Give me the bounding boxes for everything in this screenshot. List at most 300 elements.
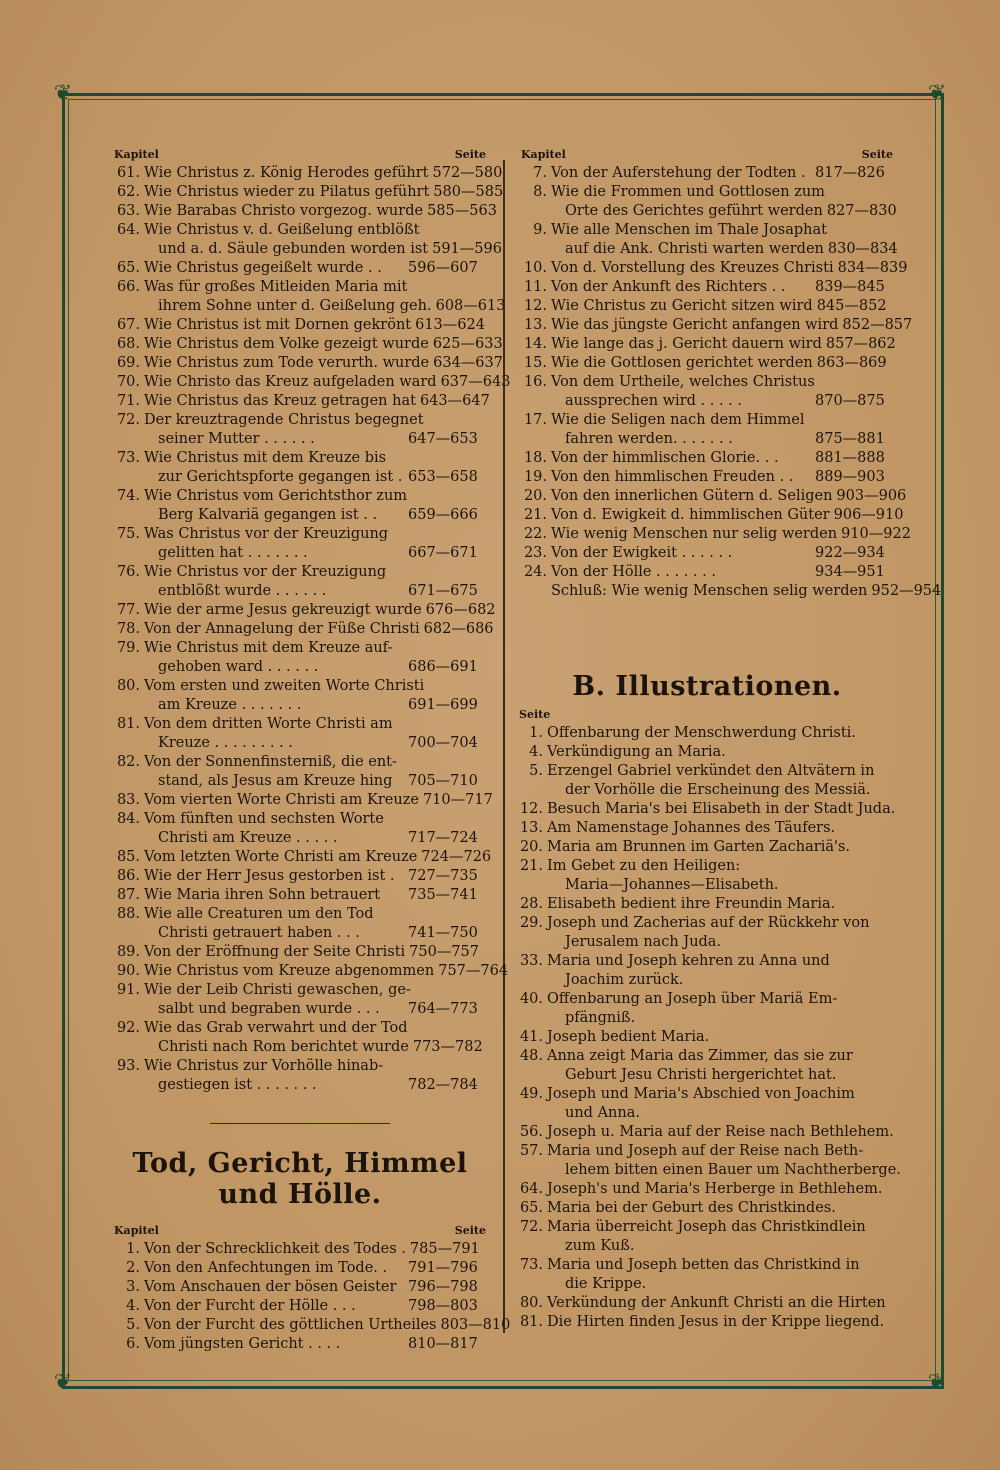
entry-number: 18. <box>523 450 547 466</box>
entry-number: 71. <box>116 393 140 409</box>
entry-body <box>144 1057 494 1095</box>
entry-body <box>551 544 901 563</box>
entry-number: 64. <box>519 1181 543 1197</box>
entry-body <box>551 297 901 316</box>
entry-line <box>144 221 494 240</box>
entry-pages: 796—798 <box>408 1279 478 1295</box>
entry-line <box>144 164 503 183</box>
entry-pages: 724—726 <box>421 849 492 865</box>
entry-body <box>144 981 494 1019</box>
entry-number: 69. <box>116 355 140 371</box>
entry-body <box>144 392 494 411</box>
entry-title: Von den innerlichen Gütern d. Seligen <box>551 488 833 504</box>
list-item <box>106 677 494 715</box>
entry-number: 77. <box>116 602 140 618</box>
entry-number: 75. <box>116 526 140 542</box>
entry-title: Von der Furcht der Hölle . . . <box>144 1298 356 1314</box>
entry-number: 64. <box>116 222 140 238</box>
entry-title: zum Kuß. <box>565 1238 635 1254</box>
column-header <box>106 148 494 164</box>
entry-title: zur Gerichtspforte gegangen ist . <box>158 469 403 485</box>
entry-line <box>551 468 901 487</box>
entry-number: 76. <box>116 564 140 580</box>
entry-number: 73. <box>519 1257 543 1273</box>
entry-body <box>547 1218 901 1256</box>
entry-line <box>144 1259 494 1278</box>
entry-pages: 643—647 <box>419 393 490 409</box>
entry-title: salbt und begraben wurde . . . <box>158 1001 380 1017</box>
entry-line <box>144 259 494 278</box>
entry-line <box>144 183 504 202</box>
entry-line <box>144 278 494 297</box>
list-item <box>513 221 901 259</box>
entry-body <box>144 373 511 392</box>
entry-line <box>144 620 494 639</box>
right-column <box>513 148 942 1332</box>
entry-title: aussprechen wird . . . . . <box>565 393 743 409</box>
entry-number: 84. <box>116 811 140 827</box>
entry-number: 4. <box>126 1298 140 1314</box>
list-item <box>106 601 494 620</box>
entry-body <box>144 886 494 905</box>
column-header <box>513 148 901 164</box>
entry-title: Wie Christus mit dem Kreuze auf- <box>144 640 393 656</box>
entry-title: Wie Christus gegeißelt wurde . . <box>144 260 382 276</box>
entry-line <box>144 354 503 373</box>
entry-number: 93. <box>116 1058 140 1074</box>
entry-line <box>551 202 901 221</box>
entry-number: 20. <box>523 488 547 504</box>
entry-body <box>547 857 901 895</box>
list-item <box>513 278 901 297</box>
entry-title: Schluß: Wie wenig Menschen selig werden <box>551 583 868 599</box>
entry-number: 87. <box>116 887 140 903</box>
entry-number: 29. <box>519 915 543 931</box>
entry-title: Orte des Gerichtes geführt werden <box>565 203 823 219</box>
entry-body <box>547 724 901 743</box>
entry-line <box>551 392 901 411</box>
list-item <box>513 1180 901 1199</box>
section-title: Tod, Gericht, Himmel und Hölle. <box>132 1148 468 1210</box>
entry-pages: 596—607 <box>408 260 478 276</box>
entry-number: 16. <box>523 374 547 390</box>
entry-line <box>551 373 901 392</box>
entry-body <box>551 278 901 297</box>
entry-title: Wie Christus wieder zu Pilatus geführt <box>144 184 430 200</box>
entry-title: Joachim zurück. <box>565 972 684 988</box>
list-item <box>106 392 494 411</box>
entry-title: und Anna. <box>565 1105 640 1121</box>
entry-title: Von den Anfechtungen im Tode. . <box>144 1260 388 1276</box>
entry-line <box>144 316 494 335</box>
list-item <box>106 278 506 316</box>
entry-title: Kreuze . . . . . . . . . <box>158 735 293 751</box>
list-item <box>513 762 901 800</box>
entry-body <box>144 221 502 259</box>
entry-number: 63. <box>116 203 140 219</box>
entry-pages: 903—906 <box>836 488 907 504</box>
entry-line <box>144 1316 511 1335</box>
entry-title: Verkündung der Ankunft Christi an die Hirten <box>547 1295 886 1311</box>
entry-title: Offenbarung an Joseph über Mariä Em- <box>547 991 838 1007</box>
entry-number: 8. <box>533 184 547 200</box>
entry-pages <box>404 563 494 582</box>
entry-line <box>144 335 503 354</box>
entry-line <box>551 316 913 335</box>
entry-number: 86. <box>116 868 140 884</box>
entry-title: Wie die Frommen und Gottlosen zum <box>551 184 825 200</box>
list-item <box>106 487 494 525</box>
entry-title: lehem bitten einen Bauer um Nachtherberge. <box>565 1162 901 1178</box>
entry-title: Verkündigung an Maria. <box>547 744 726 760</box>
entry-number: 48. <box>519 1048 543 1064</box>
entry-number: 4. <box>529 744 543 760</box>
list-item <box>106 1240 494 1259</box>
entry-title: Von der himmlischen Glorie. . . <box>551 450 779 466</box>
entry-title: Wie Christus das Kreuz getragen hat <box>144 393 416 409</box>
entry-line <box>551 278 901 297</box>
entry-number: 74. <box>116 488 140 504</box>
entry-title: Vom Anschauen der bösen Geister <box>144 1279 397 1295</box>
entry-body <box>547 914 901 952</box>
list-item <box>106 259 494 278</box>
page-header: Seite <box>454 148 486 161</box>
entry-number: 33. <box>519 953 543 969</box>
entry-body <box>144 1240 494 1259</box>
entry-body <box>547 1199 901 1218</box>
entry-line <box>144 962 509 981</box>
entry-body <box>144 639 494 677</box>
entry-body <box>551 506 904 525</box>
entry-number: 88. <box>116 906 140 922</box>
entry-pages: 585—563 <box>427 203 497 219</box>
entry-title: gelitten hat . . . . . . . <box>158 545 308 561</box>
list-item <box>513 582 942 601</box>
list-item <box>513 487 907 506</box>
entry-number: 90. <box>116 963 140 979</box>
entry-pages: 785—791 <box>409 1241 480 1257</box>
entry-number: 81. <box>519 1314 543 1330</box>
entry-title: Von der Eröffnung der Seite Christi <box>144 944 406 960</box>
entry-body <box>144 715 494 753</box>
entry-body <box>551 183 901 221</box>
entry-pages <box>827 221 917 240</box>
corner-ornament-icon: ❦ <box>53 1370 73 1395</box>
entry-pages: 727—735 <box>408 868 478 884</box>
entry-body <box>144 316 494 335</box>
entry-line <box>551 487 907 506</box>
entry-line <box>551 335 901 354</box>
list-item <box>513 1256 901 1294</box>
entry-number: 1. <box>529 725 543 741</box>
list-item <box>106 962 509 981</box>
entry-line <box>547 1294 901 1313</box>
entry-body <box>551 354 901 373</box>
entry-pages: 791—796 <box>408 1260 478 1276</box>
entry-title: Was für großes Mitleiden Maria mit <box>144 279 408 295</box>
entry-line <box>547 971 901 990</box>
entry-number <box>513 582 551 601</box>
toc-list <box>106 1240 511 1354</box>
entry-line <box>551 506 904 525</box>
entry-title: Wie Maria ihren Sohn betrauert <box>144 887 381 903</box>
entry-line <box>144 563 494 582</box>
entry-number: 65. <box>116 260 140 276</box>
list-item <box>106 791 494 810</box>
entry-pages <box>825 183 915 202</box>
entry-pages <box>811 411 901 430</box>
entry-pages: 671—675 <box>408 583 478 599</box>
entry-number: 11. <box>523 279 547 295</box>
entry-number: 81. <box>116 716 140 732</box>
list-item <box>106 715 494 753</box>
entry-line <box>144 715 494 734</box>
entry-line <box>144 1019 494 1038</box>
entry-title: Wie Christus mit dem Kreuze bis <box>144 450 387 466</box>
entry-body <box>547 1123 901 1142</box>
list-item <box>513 354 901 373</box>
entry-line <box>144 430 494 449</box>
entry-title: Wie Christus vom Gerichtsthor zum <box>144 488 408 504</box>
entry-title: am Kreuze . . . . . . . <box>158 697 302 713</box>
list-item <box>106 1057 494 1095</box>
entry-body <box>547 743 901 762</box>
entry-title: Wie das jüngste Gericht anfangen wird <box>551 317 839 333</box>
entry-number: 40. <box>519 991 543 1007</box>
entry-pages: 845—852 <box>816 298 887 314</box>
entry-title: ihrem Sohne unter d. Geißelung geh. <box>158 298 432 314</box>
corner-ornament-icon: ❦ <box>927 1370 947 1395</box>
entry-title: Wie die Gottlosen gerichtet werden <box>551 355 813 371</box>
entry-pages <box>407 278 497 297</box>
entry-title: Wie Christus vom Kreuze abgenommen <box>144 963 435 979</box>
entry-body <box>144 962 509 981</box>
entry-title: stand, als Jesus am Kreuze hing <box>158 773 393 789</box>
entry-number: 19. <box>523 469 547 485</box>
list-item <box>106 1297 494 1316</box>
entry-number: 5. <box>529 763 543 779</box>
entry-body <box>144 259 494 278</box>
list-item <box>106 221 502 259</box>
list-item <box>513 1085 901 1123</box>
entry-pages <box>404 525 494 544</box>
entry-line <box>144 582 494 601</box>
entry-number: 7. <box>533 165 547 181</box>
entry-title: Wie Christus v. d. Geißelung entblößt <box>144 222 420 238</box>
entry-pages <box>408 1019 498 1038</box>
entry-body <box>144 905 494 943</box>
entry-body <box>547 1180 901 1199</box>
entry-pages: 608—613 <box>435 298 506 314</box>
entry-title: Von der Schrecklichkeit des Todes . <box>144 1241 406 1257</box>
left-column <box>106 148 511 1354</box>
entry-title: Von der Annagelung der Füße Christi <box>144 621 420 637</box>
entry-pages: 870—875 <box>815 393 885 409</box>
list-item <box>106 1316 511 1335</box>
entry-number: 82. <box>116 754 140 770</box>
toc-list <box>513 164 942 601</box>
entry-number: 3. <box>126 1279 140 1295</box>
entry-body <box>547 895 901 914</box>
entry-pages: 857—862 <box>825 336 896 352</box>
entry-line <box>144 1278 494 1297</box>
entry-pages: 735—741 <box>408 887 478 903</box>
entry-line <box>144 867 494 886</box>
entry-number: 79. <box>116 640 140 656</box>
entry-line <box>547 838 901 857</box>
list-item <box>106 1335 494 1354</box>
entry-line <box>547 914 901 933</box>
entry-line <box>144 487 494 506</box>
entry-number: 49. <box>519 1086 543 1102</box>
entry-line <box>547 800 901 819</box>
entry-title: Von der Sonnenfinsterniß, die ent- <box>144 754 397 770</box>
entry-pages: 634—637 <box>433 355 503 371</box>
entry-body <box>144 335 503 354</box>
entry-line <box>144 1335 494 1354</box>
entry-title: Vom letzten Worte Christi am Kreuze <box>144 849 418 865</box>
list-item <box>106 620 494 639</box>
entry-title: Wie das Grab verwahrt und der Tod <box>144 1020 408 1036</box>
entry-title: Wie Christus ist mit Dornen gekrönt <box>144 317 412 333</box>
entry-line <box>551 183 901 202</box>
list-item <box>513 164 901 183</box>
entry-line <box>551 430 901 449</box>
entry-line <box>547 1313 901 1332</box>
list-item <box>513 895 901 914</box>
entry-number: 12. <box>519 801 543 817</box>
entry-title: Offenbarung der Menschwerdung Christi. <box>547 725 856 741</box>
entry-title: Elisabeth bedient ihre Freundin Maria. <box>547 896 836 912</box>
entry-pages <box>404 810 494 829</box>
entry-number: 21. <box>523 507 547 523</box>
chapter-header: Kapitel <box>114 1224 159 1237</box>
entry-line <box>144 829 494 848</box>
list-item <box>106 1259 494 1278</box>
entry-pages: 757—764 <box>438 963 509 979</box>
entry-line <box>547 857 901 876</box>
entry-number: 6. <box>126 1336 140 1352</box>
entry-title: Anna zeigt Maria das Zimmer, das sie zur <box>547 1048 853 1064</box>
entry-line <box>144 981 494 1000</box>
list-item <box>106 943 494 962</box>
entry-title: gehoben ward . . . . . . <box>158 659 319 675</box>
entry-line <box>144 734 494 753</box>
entry-title: Wie Christus zum Tode verurth. wurde <box>144 355 430 371</box>
entry-title: die Krippe. <box>565 1276 647 1292</box>
entry-line <box>551 563 901 582</box>
entry-number: 89. <box>116 944 140 960</box>
entry-title: Joseph's und Maria's Herberge in Bethlehem. <box>547 1181 883 1197</box>
entry-title: Joseph und Zacherias auf der Rückkehr von <box>547 915 870 931</box>
list-item <box>513 1142 901 1180</box>
entry-title: Christi nach Rom berichtet wurde <box>158 1039 409 1055</box>
entry-pages: 830—834 <box>827 241 898 257</box>
entry-line <box>547 743 901 762</box>
entry-line <box>551 449 901 468</box>
list-item <box>106 373 511 392</box>
list-item <box>106 202 497 221</box>
entry-line <box>551 240 901 259</box>
entry-body <box>551 373 901 411</box>
entry-line <box>551 582 942 601</box>
entry-pages: 741—750 <box>408 925 478 941</box>
entry-pages: 705—710 <box>408 773 478 789</box>
entry-body <box>144 278 506 316</box>
entry-number: 70. <box>116 374 140 390</box>
entry-pages: 625—633 <box>432 336 503 352</box>
entry-line <box>144 468 494 487</box>
entry-pages: 910—922 <box>841 526 911 542</box>
list-item <box>513 743 901 762</box>
entry-title: Der kreuztragende Christus begegnet <box>144 412 424 428</box>
list-item <box>513 1294 901 1313</box>
entry-title: Vom fünften und sechsten Worte <box>144 811 384 827</box>
entry-line <box>547 1142 901 1161</box>
entry-pages: 906—910 <box>833 507 904 523</box>
entry-line <box>144 677 494 696</box>
entry-pages: 810—817 <box>408 1336 478 1352</box>
entry-number: 28. <box>519 896 543 912</box>
entry-number: 14. <box>523 336 547 352</box>
entry-pages <box>404 753 494 772</box>
entry-title: Von dem dritten Worte Christi am <box>144 716 393 732</box>
entry-body <box>144 677 494 715</box>
list-item <box>106 905 494 943</box>
separator-line <box>210 1123 390 1124</box>
entry-body <box>144 525 494 563</box>
list-item <box>513 1313 901 1332</box>
entry-title: Wie der Leib Christi gewaschen, ge- <box>144 982 411 998</box>
entry-line <box>547 762 901 781</box>
list-item <box>106 848 494 867</box>
corner-ornament-icon: ❦ <box>927 81 947 106</box>
entry-title: der Vorhölle die Erscheinung des Messiä. <box>565 782 871 798</box>
entry-title: Wie der Herr Jesus gestorben ist . <box>144 868 395 884</box>
entry-number: 20. <box>519 839 543 855</box>
entry-line <box>551 221 901 240</box>
list-item <box>513 563 901 582</box>
entry-pages <box>424 677 514 696</box>
list-item <box>513 544 901 563</box>
entry-line <box>551 164 901 183</box>
entry-line <box>144 240 502 259</box>
list-item <box>513 838 901 857</box>
entry-number: 61. <box>116 165 140 181</box>
entry-line <box>547 1161 901 1180</box>
entry-body <box>551 221 901 259</box>
list-item <box>106 1278 494 1297</box>
entry-line <box>547 876 901 895</box>
entry-line <box>547 781 901 800</box>
entry-pages: 647—653 <box>408 431 478 447</box>
list-item <box>513 525 911 544</box>
list-item <box>513 1047 901 1085</box>
entry-number: 83. <box>116 792 140 808</box>
entry-line <box>144 924 494 943</box>
entry-number: 24. <box>523 564 547 580</box>
entry-body <box>144 1297 494 1316</box>
entry-line <box>547 952 901 971</box>
entry-body <box>144 1259 494 1278</box>
entry-line <box>547 1066 901 1085</box>
entry-pages: 827—830 <box>826 203 897 219</box>
list-item <box>513 335 901 354</box>
entry-title: Vom ersten und zweiten Worte Christi <box>144 678 425 694</box>
entry-title: Wie der arme Jesus gekreuzigt wurde <box>144 602 422 618</box>
entry-number: 17. <box>523 412 547 428</box>
entry-body <box>551 259 908 278</box>
